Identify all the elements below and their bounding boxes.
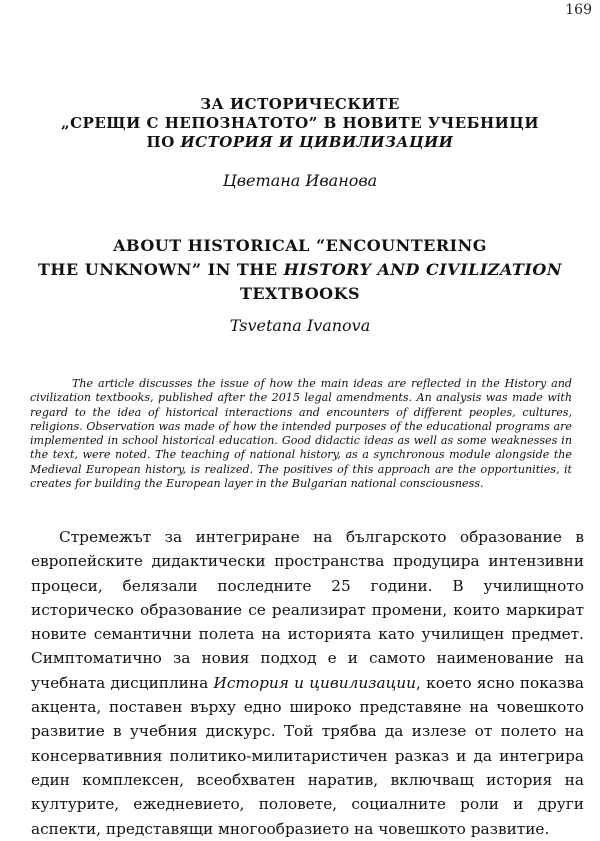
title-bg-line-3 [0, 133, 600, 152]
title-bg-line-1: ЗА ИСТОРИЧЕСКИТЕ [200, 95, 400, 113]
title-en-line-2-italic: HISTORY AND CIVILIZATION [283, 260, 562, 279]
title-english [0, 234, 600, 306]
body-text-italic: История и цивилизации [213, 673, 417, 692]
title-en-line-3: TEXTBOOKS [239, 284, 361, 303]
title-en-line-2-prefix: THE UNKNOWN” IN THE [38, 260, 284, 279]
abstract: The article discusses the issue of how the main ideas are reflected in the History and civilization textbooks, published after the 2015 legal amendments. An analysis was made with regard to the idea of historical interactions and encounters of different peoples, cultures, religions. Observation was made of how the intended purposes of the educational programs are implemented in school historical education. Good didactic ideas as well as some weaknesses in the text, were noted. The teaching of national history, as a synchronous module alongside the Medieval European history, is realized. The positives of this approach are the opportunities, it creates for building the European layer in the Bulgarian national consciousness. [30, 377, 572, 491]
body-paragraph [31, 525, 584, 841]
title-bg-line-3-italic: ИСТОРИЯ И ЦИВИЛИЗАЦИИ [180, 133, 454, 151]
author-bulgarian: Цветана Иванова [222, 171, 378, 190]
title-en-line-2 [0, 258, 600, 282]
page-number: 169 [565, 2, 592, 18]
title-bg-line-2: „СРЕЩИ С НЕПОЗНАТОТО” В НОВИТЕ УЧЕБНИЦИ [60, 114, 540, 132]
title-bg-line-3-prefix: ПО [146, 133, 181, 151]
title-en-line-1: ABOUT HISTORICAL “ENCOUNTERING [113, 236, 487, 255]
body-text-part-2: , което ясно показва акцента, поставен върху едно широко представяне на човешкото развитие в учебния дискурс. Той трябва да излезе от полето на консервативния политико-милитаристичен разказ и да интегрира един комплексен, всеобхватен наратив, включващ история на културите, ежедневието, половете, социалните роли и други аспекти, представящи многообразието на човешкото развитие. [31, 673, 585, 838]
body-text-part-1: Стремежът за интегриране на българското образование в европейските дидактически пространства продуцира интензивни процеси, белязали последните 25 години. В училищното историческо образование се реализират промени, които маркират новите семантични полета на историята като училищен предмет. Симптоматично за новия подход е и самото наименование на учебната дисциплина [31, 528, 584, 692]
title-bulgarian [0, 95, 600, 152]
author-english: Tsvetana Ivanova [229, 316, 371, 335]
